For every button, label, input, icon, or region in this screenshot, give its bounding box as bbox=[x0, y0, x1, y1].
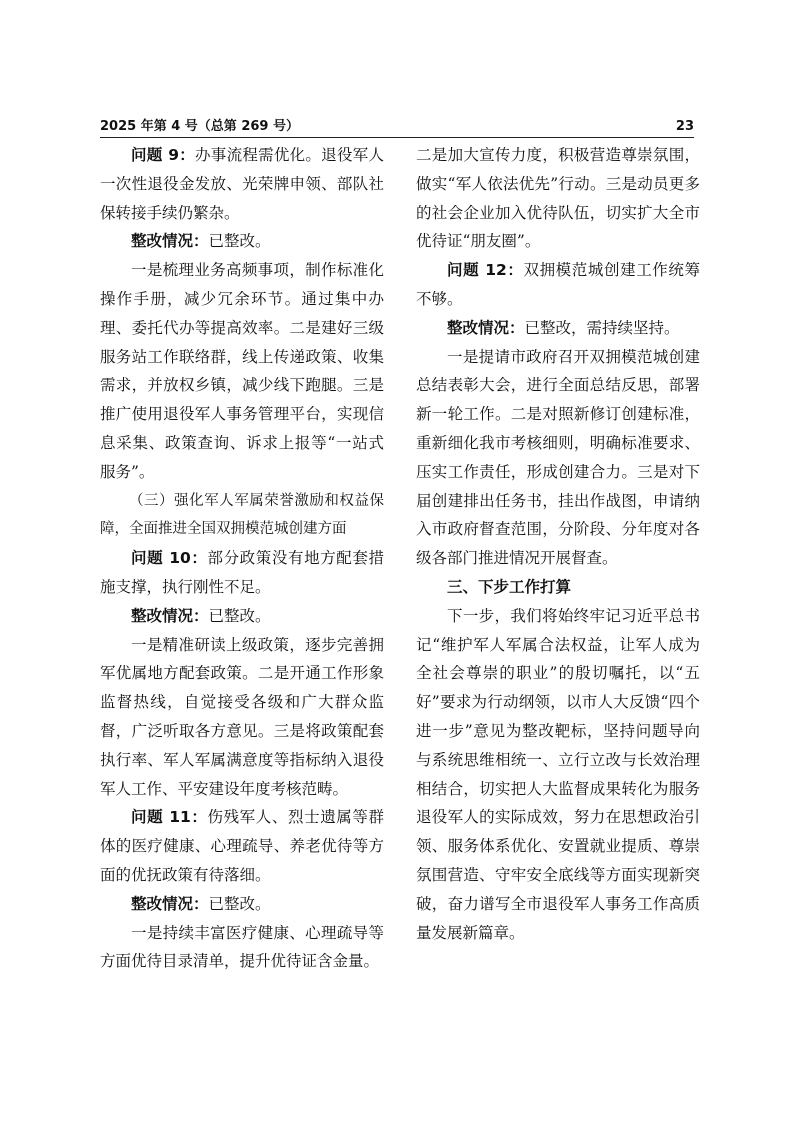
problem-12-status bbox=[416, 314, 700, 343]
status-text: 已整改。 bbox=[208, 894, 271, 913]
problem-9 bbox=[100, 141, 384, 227]
problem-12-text: 双拥模范城创建工作统筹不够。 bbox=[416, 261, 700, 308]
problem-10 bbox=[100, 544, 384, 602]
problem-12 bbox=[416, 256, 700, 314]
status-label: 整改情况： bbox=[131, 232, 209, 251]
problem-10-status bbox=[100, 602, 384, 631]
closing-paragraph: 下一步，我们将始终牢记习近平总书记“维护军人军属合法权益，让军人成为全社会尊崇的职业”的殷切嘱托，以“五好”要求为行动纲领，以市人大反馈“四个进一步”意见为整改靶标，坚持问题导向与系统思维相统一、立行立改与长效治理相结合，切实把人大监督成果转化为服务退役军人的实际成效，努力在思想政治引领、服务体系优化、安置就业提质、尊崇氛围营造、守牢安全底线等方面实现新突破，奋力谱写全市退役军人事务工作高质量发展新篇章。 bbox=[416, 606, 700, 942]
right-column bbox=[416, 141, 700, 947]
left-column bbox=[100, 141, 384, 976]
issue-label: 2025 年第 4 号（总第 269 号） bbox=[100, 119, 299, 134]
problem-11-status bbox=[100, 890, 384, 919]
problem-12-label: 问题 12： bbox=[447, 261, 524, 280]
section-heading: 三、下步工作打算 bbox=[447, 577, 572, 596]
problem-9-text: 办事流程需优化。退役军人一次性退役金发放、光荣牌申领、部队社保转接手续仍繁杂。 bbox=[100, 146, 384, 222]
problem-11-label: 问题 11： bbox=[131, 808, 208, 827]
problem-11 bbox=[100, 803, 384, 889]
problem-10-text: 部分政策没有地方配套措施支撑，执行刚性不足。 bbox=[100, 549, 384, 596]
problem-9-detail: 一是梳理业务高频事项，制作标准化操作手册，减少冗余环节。通过集中办理、委托代办等提高效率。二是建好三级服务站工作联络群，线上传递政策、收集需求，并放权乡镇，减少线下跑腿。三是推广使用退役军人事务管理平台，实现信息采集、政策查询、诉求上报等“一站式服务”。 bbox=[100, 261, 384, 481]
status-label: 整改情况： bbox=[131, 894, 209, 913]
problem-11-detail-continued: 二是加大宣传力度，积极营造尊崇氛围，做实“军人依法优先”行动。三是动员更多的社会企业加入优待队伍，切实扩大全市优待证“朋友圈”。 bbox=[416, 146, 700, 251]
problem-9-label: 问题 9： bbox=[131, 146, 196, 164]
page-number: 23 bbox=[675, 119, 694, 134]
status-label: 整改情况： bbox=[131, 606, 209, 625]
problem-11-text: 伤残军人、烈士遗属等群体的医疗健康、心理疏导、养老优待等方面的优抚政策有待落细。 bbox=[100, 808, 384, 884]
running-header bbox=[100, 115, 694, 138]
status-label: 整改情况： bbox=[447, 318, 525, 337]
status-text: 已整改。 bbox=[208, 232, 271, 251]
status-text: 已整改，需持续坚持。 bbox=[524, 318, 680, 337]
problem-12-detail: 一是提请市政府召开双拥模范城创建总结表彰大会，进行全面总结反思，部署新一轮工作。二是对照新修订创建标准，重新细化我市考核细则，明确标准要求、压实工作责任，形成创建合力。三是对下届创建排出任务书，挂出作战图，申请纳入市政府督查范围，分阶段、分年度对各级各部门推进情况开展督查。 bbox=[416, 347, 700, 568]
problem-11-detail-start: 一是持续丰富医疗健康、心理疏导等方面优待目录清单，提升优待证含金量。 bbox=[100, 923, 384, 971]
problem-10-label: 问题 10： bbox=[131, 549, 208, 568]
status-text: 已整改。 bbox=[208, 606, 271, 625]
section-subheading: （三）强化军人军属荣誉激励和权益保障，全面推进全国双拥模范城创建方面 bbox=[100, 492, 384, 538]
problem-9-status bbox=[100, 227, 384, 256]
problem-10-detail: 一是精准研读上级政策，逐步完善拥军优属地方配套政策。二是开通工作形象监督热线，自觉接受各级和广大群众监督，广泛听取各方意见。三是将政策配套执行率、军人军属满意度等指标纳入退役军人工作、平安建设年度考核范畴。 bbox=[100, 635, 384, 798]
